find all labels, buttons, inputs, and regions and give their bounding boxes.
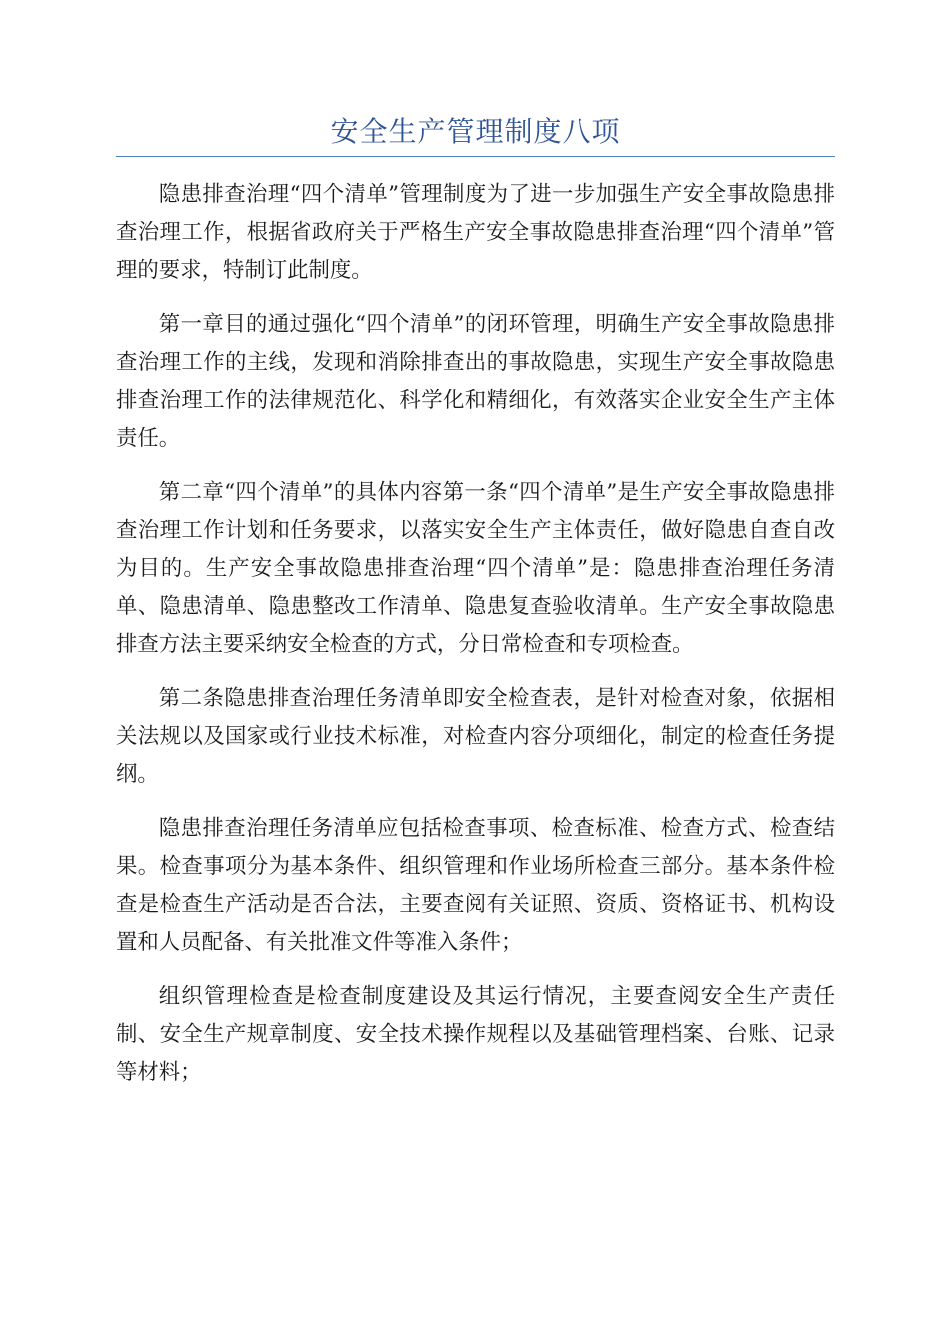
document-body [116,176,835,1108]
paragraph-intro: 隐患排查治理“四个清单”管理制度为了进一步加强生产安全事故隐患排查治理工作，根据省政府关于严格生产安全事故隐患排查治理“四个清单”管理的要求，特制订此制度。 [116,182,835,283]
paragraph-org-management: 组织管理检查是检查制度建设及其运行情况，主要查阅安全生产责任制、安全生产规章制度、安全技术操作规程以及基础管理档案、台账、记录等材料； [116,984,835,1085]
paragraph-article-2: 第二条隐患排查治理任务清单即安全检查表，是针对检查对象，依据相关法规以及国家或行业技术标准，对检查内容分项细化，制定的检查任务提纲。 [116,686,835,787]
title-block [116,112,835,157]
paragraph-chapter-2: 第二章“四个清单”的具体内容第一条“四个清单”是生产安全事故隐患排查治理工作计划和任务要求，以落实安全生产主体责任，做好隐患自查自改为目的。生产安全事故隐患排查治理“四个清单”是：隐患排查治理任务清单、隐患清单、隐患整改工作清单、隐患复查验收清单。生产安全事故隐患排查方法主要采纳安全检查的方式，分日常检查和专项检查。 [116,480,835,657]
page-title: 安全生产管理制度八项 [330,115,621,148]
paragraph-chapter-1: 第一章目的通过强化“四个清单”的闭环管理，明确生产安全事故隐患排查治理工作的主线，发现和消除排查出的事故隐患，实现生产安全事故隐患排查治理工作的法律规范化、科学化和精细化，有效落实企业安全生产主体责任。 [116,312,835,451]
paragraph-task-list: 隐患排查治理任务清单应包括检查事项、检查标准、检查方式、检查结果。检查事项分为基本条件、组织管理和作业场所检查三部分。基本条件检查是检查生产活动是否合法，主要查阅有关证照、资质、资格证书、机构设置和人员配备、有关批准文件等准入条件； [116,816,835,955]
